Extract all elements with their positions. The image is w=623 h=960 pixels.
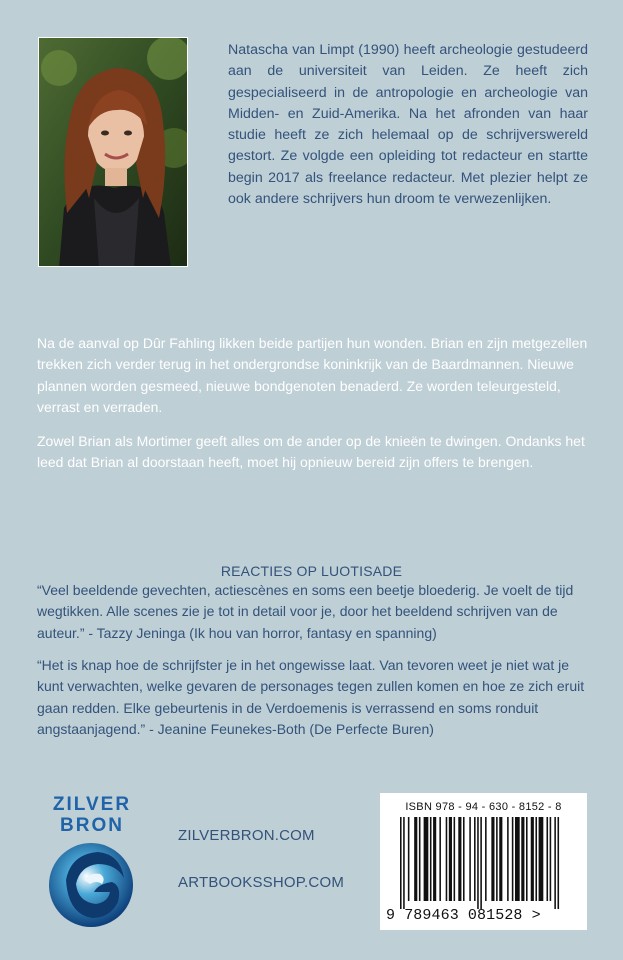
- isbn-barcode: [380, 793, 587, 930]
- barcode-digits: 9 789463 081528 >: [386, 907, 541, 924]
- barcode-bar: [433, 817, 436, 901]
- barcode-bar: [512, 817, 514, 901]
- barcode-bar: [550, 817, 552, 901]
- zilverbron-logo-icon: [46, 840, 136, 930]
- barcode-bars: [388, 817, 578, 909]
- author-bio: Natascha van Limpt (1990) heeft archeologie gestudeerd aan de universiteit van Leiden. Ze heeft zich gespecialiseerd in de antropologie en archeologie van Midden- en Zuid-Amerika. Na het afronden van haar studie heeft ze zich helemaal op de schrijverswereld gestort. Ze volgde een opleiding tot redacteur en startte begin 2017 als freelance redacteur. Met plezier helpt ze ook andere schrijvers hun droom te verwezenlijken.: [228, 42, 588, 208]
- review-quote: “Het is knap hoe de schrijfster je in het ongewisse laat. Van tevoren weet je niet wat je kunt verwachten, welke gevaren de personages tegen zullen komen en hoe ze zich eruit gaan redden. Elke gebeurtenis in de Verdoemenis is verrassend en soms ronduit angstaanjagend.”: [37, 657, 585, 738]
- reviews-heading: REACTIES OP LUOTISADE: [220, 563, 403, 579]
- barcode-bar: [535, 817, 537, 901]
- barcode-bar: [558, 817, 560, 909]
- barcode-bar: [400, 817, 402, 909]
- review-quote: “Veel beeldende gevechten, actiescènes en soms een beetje bloederig. Je voelt de tijd wegtikken. Alle scenes zie je tot in detail voor je, door het beeldend schrijven van de auteur.”: [37, 582, 574, 641]
- barcode-bar: [439, 817, 441, 901]
- blurb-paragraph-1: Na de aanval op Dûr Fahling likken beide partijen hun wonden. Brian en zijn metgezellen trekken zich verder terug in het ondergrondse koninkrijk van de Baardmannen. Nieuwe plannen worden gesmeed, nieuwe bondgenoten benaderd. Ze worden teleurgesteld, verrast en verraden.: [37, 335, 588, 416]
- barcode-bar: [458, 817, 461, 901]
- barcode-bar: [499, 817, 502, 901]
- publisher-website-link[interactable]: ZILVERBRON.COM: [178, 827, 315, 844]
- barcode-bar: [477, 817, 479, 909]
- barcode-bar: [496, 817, 498, 901]
- barcode-bar: [480, 817, 482, 909]
- review-source: - Jeanine Feunekes-Both (De Perfecte Buren): [145, 721, 434, 738]
- barcode-bar: [507, 817, 509, 901]
- barcode-bar: [485, 817, 487, 901]
- barcode-bar: [515, 817, 520, 901]
- barcode-bar: [419, 817, 421, 901]
- barcode-bar: [449, 817, 452, 901]
- author-portrait-image: [39, 38, 188, 267]
- barcode-bar: [539, 817, 544, 901]
- barcode-bar: [526, 817, 528, 901]
- barcode-bar: [446, 817, 448, 901]
- barcode-bar: [403, 817, 405, 909]
- review-1: [37, 580, 597, 644]
- publisher-name: [44, 794, 140, 836]
- author-photo: [38, 37, 188, 267]
- barcode-bar: [424, 817, 429, 901]
- barcode-bar: [521, 817, 524, 901]
- barcode-bar: [491, 817, 494, 901]
- publisher-name-line-1: ZILVER: [52, 794, 132, 815]
- review-2: [37, 655, 597, 741]
- barcode-bar: [474, 817, 476, 901]
- barcode-bar: [463, 817, 465, 901]
- barcode-bar: [469, 817, 471, 901]
- shop-website-link[interactable]: ARTBOOKSSHOP.COM: [178, 874, 345, 891]
- isbn-label: ISBN 978 - 94 - 630 - 8152 - 8: [405, 801, 562, 813]
- blurb-paragraph-2: Zowel Brian als Mortimer geeft alles om de ander op de knieën te dwingen. Ondanks het leed dat Brian al doorstaan heeft, moet hij opnieuw bereid zijn offers te brengen.: [37, 433, 585, 471]
- barcode-bar: [430, 817, 432, 901]
- barcode-bar: [408, 817, 410, 901]
- publisher-name-line-2: BRON: [60, 815, 124, 836]
- barcode-bar: [546, 817, 548, 901]
- review-source: - Tazzy Jeninga (Ik hou van horror, fantasy en spanning): [84, 624, 437, 641]
- barcode-bar: [531, 817, 534, 901]
- barcode-bar: [414, 817, 417, 901]
- barcode-bar: [554, 817, 556, 909]
- barcode-bar: [454, 817, 456, 901]
